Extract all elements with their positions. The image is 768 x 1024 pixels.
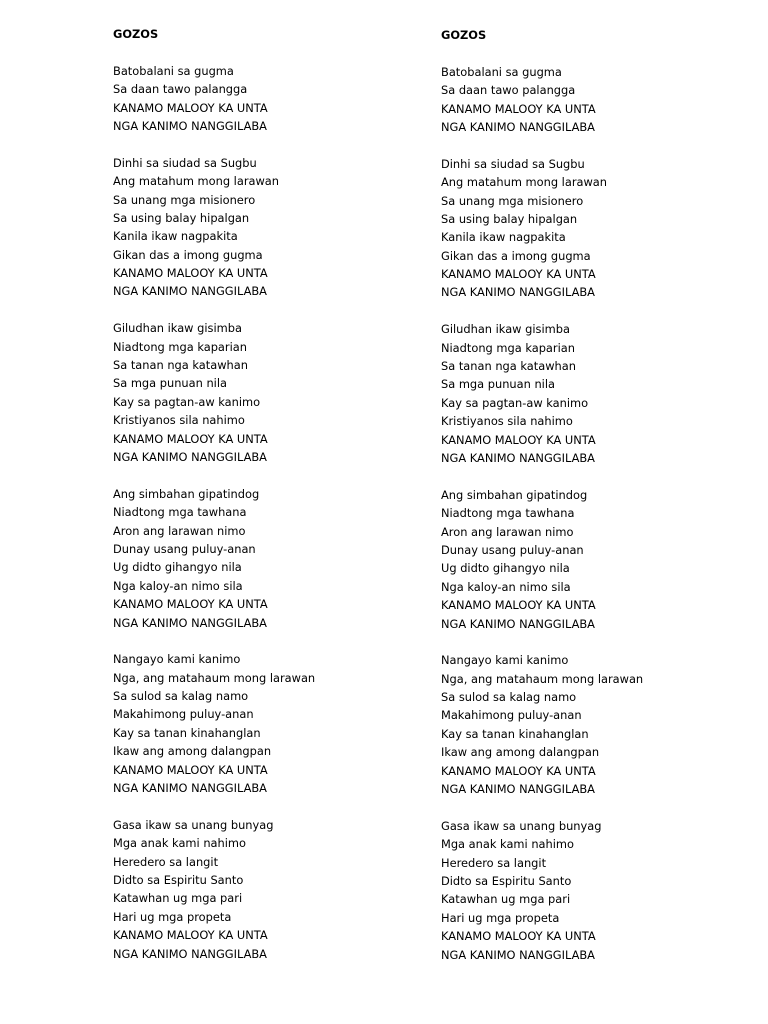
lyric-line: Katawhan ug mga pari: [441, 892, 571, 907]
lyric-line: Ikaw ang among dalangpan: [441, 745, 600, 760]
lyric-line: NGA KANIMO NANGGILABA: [113, 781, 267, 796]
lyric-line: Ug didto gihangyo nila: [441, 561, 570, 576]
lyric-line: Giludhan ikaw gisimba: [441, 322, 570, 337]
stanza-3-right: [441, 320, 643, 467]
stanza-6-left: [113, 816, 315, 963]
lyric-line: KANAMO MALOOY KA UNTA: [441, 763, 596, 778]
lyric-line: KANAMO MALOOY KA UNTA: [441, 598, 596, 613]
lyric-line: NGA KANIMO NANGGILABA: [113, 284, 267, 299]
lyric-line: Sa unang mga misionero: [441, 193, 584, 208]
lyric-line: Kanila ikaw nagpakita: [113, 229, 238, 244]
lyric-line: Kristiyanos sila nahimo: [441, 414, 573, 429]
lyric-line: Kay sa tanan kinahanglan: [441, 726, 589, 741]
lyric-line: Didto sa Espiritu Santo: [113, 872, 244, 887]
stanza-1-left: [113, 62, 315, 136]
lyric-line: Niadtong mga kaparian: [441, 340, 575, 355]
lyric-line: Didto sa Espiritu Santo: [441, 873, 572, 888]
gozos-title-right: GOZOS: [441, 28, 487, 42]
lyric-line: Sa tanan nga katawhan: [113, 358, 248, 373]
lyric-line: Batobalani sa gugma: [113, 63, 234, 78]
lyrics-column-left: [113, 25, 315, 981]
lyric-line: Mga anak kami nahimo: [113, 836, 246, 851]
lyrics-column-right: [441, 26, 643, 982]
lyric-line: Ang simbahan gipatindog: [113, 486, 260, 501]
lyric-line: Kay sa pagtan-aw kanimo: [113, 394, 261, 409]
lyric-line: Niadtong mga kaparian: [113, 339, 247, 354]
lyric-line: Hari ug mga propeta: [113, 909, 232, 924]
lyric-line: NGA KANIMO NANGGILABA: [113, 615, 267, 630]
lyric-line: Nga kaloy-an nimo sila: [113, 578, 243, 593]
lyric-line: Sa sulod sa kalag namo: [441, 690, 577, 705]
lyric-line: NGA KANIMO NANGGILABA: [441, 947, 595, 962]
gozos-title-left: GOZOS: [113, 27, 159, 41]
lyric-line: Ang simbahan gipatindog: [441, 487, 588, 502]
lyric-line: Sa mga punuan nila: [441, 377, 555, 392]
lyric-line: Nga, ang matahaum mong larawan: [441, 671, 644, 686]
lyric-line: Katawhan ug mga pari: [113, 891, 243, 906]
lyric-line: Makahimong puluy-anan: [441, 708, 582, 723]
lyric-line: Kristiyanos sila nahimo: [113, 413, 245, 428]
lyric-line: Aron ang larawan nimo: [441, 524, 574, 539]
lyric-line: Heredero sa langit: [441, 855, 547, 870]
stanza-2-right: [441, 155, 643, 302]
lyric-line: KANAMO MALOOY KA UNTA: [441, 267, 596, 282]
lyric-line: KANAMO MALOOY KA UNTA: [113, 100, 268, 115]
lyric-line: KANAMO MALOOY KA UNTA: [441, 432, 596, 447]
lyric-line: Batobalani sa gugma: [441, 64, 562, 79]
lyric-line: Nangayo kami kanimo: [113, 652, 241, 667]
lyric-line: NGA KANIMO NANGGILABA: [441, 285, 595, 300]
stanza-3-left: [113, 319, 315, 466]
stanza-4-right: [441, 486, 643, 633]
lyric-line: NGA KANIMO NANGGILABA: [113, 118, 267, 133]
lyric-line: Nangayo kami kanimo: [441, 653, 569, 668]
lyric-line: Kanila ikaw nagpakita: [441, 230, 566, 245]
lyric-line: Sa mga punuan nila: [113, 376, 227, 391]
lyric-line: Giludhan ikaw gisimba: [113, 321, 242, 336]
lyric-line: KANAMO MALOOY KA UNTA: [113, 928, 268, 943]
lyric-line: KANAMO MALOOY KA UNTA: [441, 929, 596, 944]
lyric-line: KANAMO MALOOY KA UNTA: [113, 266, 268, 281]
lyric-line: Mga anak kami nahimo: [441, 837, 574, 852]
lyric-line: Makahimong puluy-anan: [113, 707, 254, 722]
lyric-line: Gikan das a imong gugma: [441, 248, 591, 263]
lyric-line: Hari ug mga propeta: [441, 910, 560, 925]
lyric-line: Nga kaloy-an nimo sila: [441, 579, 571, 594]
lyric-line: Ikaw ang among dalangpan: [113, 744, 272, 759]
lyric-line: NGA KANIMO NANGGILABA: [441, 451, 595, 465]
lyric-line: Sa using balay hipalgan: [113, 210, 250, 225]
stanza-1-right: [441, 63, 643, 137]
lyric-line: NGA KANIMO NANGGILABA: [441, 782, 595, 797]
lyric-line: Sa daan tawo palangga: [113, 82, 248, 97]
stanza-5-left: [113, 650, 315, 797]
lyric-line: Dinhi sa siudad sa Sugbu: [441, 156, 585, 171]
lyric-line: NGA KANIMO NANGGILABA: [441, 616, 595, 631]
lyric-line: Kay sa tanan kinahanglan: [113, 725, 261, 740]
lyric-line: Niadtong mga tawhana: [113, 505, 247, 520]
lyric-line: Kay sa pagtan-aw kanimo: [441, 395, 589, 410]
lyric-line: Sa unang mga misionero: [113, 192, 256, 207]
lyric-line: Dinhi sa siudad sa Sugbu: [113, 155, 257, 170]
lyric-line: Aron ang larawan nimo: [113, 523, 246, 538]
stanza-6-right: [441, 817, 643, 964]
lyric-line: Dunay usang puluy-anan: [113, 541, 256, 556]
lyric-line: Ang matahum mong larawan: [441, 175, 607, 190]
lyric-line: Gikan das a imong gugma: [113, 247, 263, 262]
lyric-line: Gasa ikaw sa unang bunyag: [441, 818, 602, 833]
lyric-line: KANAMO MALOOY KA UNTA: [113, 431, 268, 446]
lyric-line: Gasa ikaw sa unang bunyag: [113, 817, 274, 832]
lyric-line: Nga, ang matahaum mong larawan: [113, 670, 316, 685]
lyric-line: Ug didto gihangyo nila: [113, 560, 242, 575]
lyric-line: Dunay usang puluy-anan: [441, 542, 584, 557]
stanza-5-right: [441, 651, 643, 798]
lyric-line: Sa using balay hipalgan: [441, 211, 578, 226]
lyric-line: Ang matahum mong larawan: [113, 174, 279, 189]
lyric-line: Niadtong mga tawhana: [441, 506, 575, 521]
lyric-line: NGA KANIMO NANGGILABA: [441, 119, 595, 134]
lyric-line: Heredero sa langit: [113, 854, 219, 869]
stanza-4-left: [113, 485, 315, 632]
stanza-2-left: [113, 154, 315, 301]
lyric-line: NGA KANIMO NANGGILABA: [113, 450, 267, 464]
lyric-line: Sa tanan nga katawhan: [441, 359, 576, 374]
lyric-line: KANAMO MALOOY KA UNTA: [113, 762, 268, 777]
lyric-line: KANAMO MALOOY KA UNTA: [441, 101, 596, 116]
lyric-line: Sa sulod sa kalag namo: [113, 689, 249, 704]
lyric-line: NGA KANIMO NANGGILABA: [113, 946, 267, 961]
lyric-line: KANAMO MALOOY KA UNTA: [113, 597, 268, 612]
lyric-line: Sa daan tawo palangga: [441, 83, 576, 98]
